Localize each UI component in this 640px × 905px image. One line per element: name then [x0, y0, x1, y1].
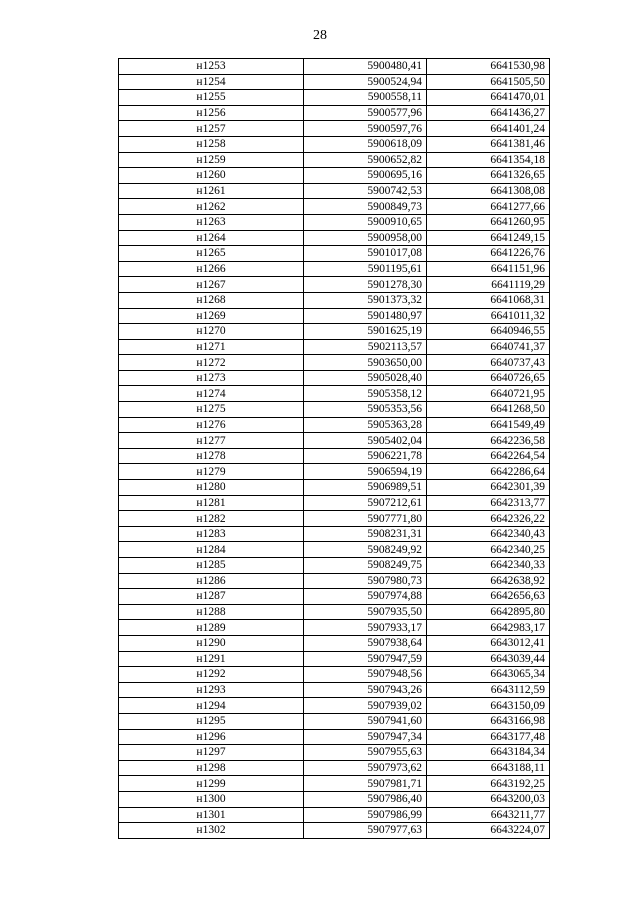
y-coordinate-cell: 6641401,24: [427, 121, 550, 137]
x-coordinate-cell: 5905028,40: [304, 370, 427, 386]
table-row: [119, 698, 550, 714]
y-coordinate-cell: 6643112,59: [427, 682, 550, 698]
y-coordinate-cell: 6641260,95: [427, 214, 550, 230]
table-row: [119, 136, 550, 152]
point-name-cell: н1282: [119, 511, 304, 527]
x-coordinate-cell: 5905353,56: [304, 402, 427, 418]
x-coordinate-cell: 5901017,08: [304, 246, 427, 262]
table-row: [119, 635, 550, 651]
point-name-cell: н1293: [119, 682, 304, 698]
table-row: [119, 74, 550, 90]
x-coordinate-cell: 5901278,30: [304, 277, 427, 293]
y-coordinate-cell: 6640946,55: [427, 324, 550, 340]
y-coordinate-cell: 6640721,95: [427, 386, 550, 402]
y-coordinate-cell: 6642264,54: [427, 448, 550, 464]
table-row: [119, 558, 550, 574]
point-name-cell: н1279: [119, 464, 304, 480]
x-coordinate-cell: 5907981,71: [304, 776, 427, 792]
table-row: [119, 121, 550, 137]
x-coordinate-cell: 5901373,32: [304, 292, 427, 308]
table-row: [119, 776, 550, 792]
x-coordinate-cell: 5907212,61: [304, 495, 427, 511]
table-row: [119, 199, 550, 215]
table-row: [119, 589, 550, 605]
table-row: [119, 324, 550, 340]
page-number: 28: [313, 28, 327, 43]
x-coordinate-cell: 5901625,19: [304, 324, 427, 340]
table-row: [119, 433, 550, 449]
x-coordinate-cell: 5900695,16: [304, 168, 427, 184]
x-coordinate-cell: 5907939,02: [304, 698, 427, 714]
point-name-cell: н1300: [119, 791, 304, 807]
x-coordinate-cell: 5907941,60: [304, 713, 427, 729]
table-row: [119, 386, 550, 402]
y-coordinate-cell: 6640726,65: [427, 370, 550, 386]
y-coordinate-cell: 6643177,48: [427, 729, 550, 745]
table-row: [119, 760, 550, 776]
x-coordinate-cell: 5907973,62: [304, 760, 427, 776]
table-row: [119, 604, 550, 620]
point-name-cell: н1289: [119, 620, 304, 636]
y-coordinate-cell: 6642638,92: [427, 573, 550, 589]
y-coordinate-cell: 6642656,63: [427, 589, 550, 605]
table-row: [119, 90, 550, 106]
table-row: [119, 823, 550, 839]
y-coordinate-cell: 6642340,43: [427, 526, 550, 542]
y-coordinate-cell: 6642340,25: [427, 542, 550, 558]
table-row: [119, 573, 550, 589]
point-name-cell: н1259: [119, 152, 304, 168]
point-name-cell: н1256: [119, 105, 304, 121]
table-row: [119, 620, 550, 636]
table-row: [119, 152, 550, 168]
x-coordinate-cell: 5900558,11: [304, 90, 427, 106]
point-name-cell: н1258: [119, 136, 304, 152]
x-coordinate-cell: 5907933,17: [304, 620, 427, 636]
y-coordinate-cell: 6642983,17: [427, 620, 550, 636]
y-coordinate-cell: 6642313,77: [427, 495, 550, 511]
y-coordinate-cell: 6641249,15: [427, 230, 550, 246]
point-name-cell: н1262: [119, 199, 304, 215]
x-coordinate-cell: 5906221,78: [304, 448, 427, 464]
x-coordinate-cell: 5906989,51: [304, 480, 427, 496]
point-name-cell: н1292: [119, 667, 304, 683]
coordinates-table: [118, 58, 550, 839]
point-name-cell: н1302: [119, 823, 304, 839]
y-coordinate-cell: 6642340,33: [427, 558, 550, 574]
y-coordinate-cell: 6641151,96: [427, 261, 550, 277]
y-coordinate-cell: 6643166,98: [427, 713, 550, 729]
y-coordinate-cell: 6643150,09: [427, 698, 550, 714]
x-coordinate-cell: 5901195,61: [304, 261, 427, 277]
x-coordinate-cell: 5906594,19: [304, 464, 427, 480]
point-name-cell: н1288: [119, 604, 304, 620]
table-row: [119, 402, 550, 418]
y-coordinate-cell: 6643211,77: [427, 807, 550, 823]
x-coordinate-cell: 5903650,00: [304, 355, 427, 371]
table-row: [119, 511, 550, 527]
y-coordinate-cell: 6641226,76: [427, 246, 550, 262]
y-coordinate-cell: 6641011,32: [427, 308, 550, 324]
table-row: [119, 292, 550, 308]
point-name-cell: н1296: [119, 729, 304, 745]
point-name-cell: н1277: [119, 433, 304, 449]
point-name-cell: н1287: [119, 589, 304, 605]
table-row: [119, 246, 550, 262]
point-name-cell: н1255: [119, 90, 304, 106]
table-row: [119, 713, 550, 729]
point-name-cell: н1280: [119, 480, 304, 496]
point-name-cell: н1298: [119, 760, 304, 776]
point-name-cell: н1268: [119, 292, 304, 308]
x-coordinate-cell: 5900849,73: [304, 199, 427, 215]
y-coordinate-cell: 6641326,65: [427, 168, 550, 184]
y-coordinate-cell: 6643039,44: [427, 651, 550, 667]
point-name-cell: н1257: [119, 121, 304, 137]
table-row: [119, 495, 550, 511]
point-name-cell: н1272: [119, 355, 304, 371]
x-coordinate-cell: 5900577,96: [304, 105, 427, 121]
point-name-cell: н1263: [119, 214, 304, 230]
x-coordinate-cell: 5908249,75: [304, 558, 427, 574]
y-coordinate-cell: 6643224,07: [427, 823, 550, 839]
x-coordinate-cell: 5900652,82: [304, 152, 427, 168]
table-row: [119, 230, 550, 246]
table-row: [119, 277, 550, 293]
x-coordinate-cell: 5901480,97: [304, 308, 427, 324]
y-coordinate-cell: 6643065,34: [427, 667, 550, 683]
y-coordinate-cell: 6641505,50: [427, 74, 550, 90]
point-name-cell: н1290: [119, 635, 304, 651]
point-name-cell: н1270: [119, 324, 304, 340]
point-name-cell: н1286: [119, 573, 304, 589]
table-row: [119, 682, 550, 698]
point-name-cell: н1274: [119, 386, 304, 402]
y-coordinate-cell: 6643188,11: [427, 760, 550, 776]
coordinates-table-body: [119, 59, 550, 839]
x-coordinate-cell: 5907771,80: [304, 511, 427, 527]
y-coordinate-cell: 6643184,34: [427, 745, 550, 761]
y-coordinate-cell: 6642895,80: [427, 604, 550, 620]
table-row: [119, 464, 550, 480]
x-coordinate-cell: 5907980,73: [304, 573, 427, 589]
point-name-cell: н1281: [119, 495, 304, 511]
y-coordinate-cell: 6643012,41: [427, 635, 550, 651]
point-name-cell: н1285: [119, 558, 304, 574]
table-row: [119, 651, 550, 667]
x-coordinate-cell: 5907986,99: [304, 807, 427, 823]
y-coordinate-cell: 6640741,37: [427, 339, 550, 355]
point-name-cell: н1253: [119, 59, 304, 75]
point-name-cell: н1299: [119, 776, 304, 792]
x-coordinate-cell: 5900480,41: [304, 59, 427, 75]
table-row: [119, 667, 550, 683]
point-name-cell: н1260: [119, 168, 304, 184]
x-coordinate-cell: 5905363,28: [304, 417, 427, 433]
y-coordinate-cell: 6641549,49: [427, 417, 550, 433]
table-row: [119, 168, 550, 184]
point-name-cell: н1261: [119, 183, 304, 199]
y-coordinate-cell: 6641530,98: [427, 59, 550, 75]
y-coordinate-cell: 6641436,27: [427, 105, 550, 121]
y-coordinate-cell: 6642236,58: [427, 433, 550, 449]
point-name-cell: н1297: [119, 745, 304, 761]
point-name-cell: н1269: [119, 308, 304, 324]
y-coordinate-cell: 6642301,39: [427, 480, 550, 496]
y-coordinate-cell: 6642326,22: [427, 511, 550, 527]
table-row: [119, 807, 550, 823]
x-coordinate-cell: 5907947,59: [304, 651, 427, 667]
point-name-cell: н1276: [119, 417, 304, 433]
point-name-cell: н1283: [119, 526, 304, 542]
table-row: [119, 745, 550, 761]
table-row: [119, 729, 550, 745]
table-row: [119, 480, 550, 496]
x-coordinate-cell: 5900742,53: [304, 183, 427, 199]
table-row: [119, 542, 550, 558]
point-name-cell: н1264: [119, 230, 304, 246]
y-coordinate-cell: 6641277,66: [427, 199, 550, 215]
table-row: [119, 417, 550, 433]
table-row: [119, 105, 550, 121]
point-name-cell: н1273: [119, 370, 304, 386]
point-name-cell: н1294: [119, 698, 304, 714]
y-coordinate-cell: 6641381,46: [427, 136, 550, 152]
x-coordinate-cell: 5900618,09: [304, 136, 427, 152]
x-coordinate-cell: 5907947,34: [304, 729, 427, 745]
x-coordinate-cell: 5900910,65: [304, 214, 427, 230]
table-row: [119, 791, 550, 807]
x-coordinate-cell: 5908249,92: [304, 542, 427, 558]
x-coordinate-cell: 5907986,40: [304, 791, 427, 807]
x-coordinate-cell: 5900958,00: [304, 230, 427, 246]
y-coordinate-cell: 6641470,01: [427, 90, 550, 106]
y-coordinate-cell: 6642286,64: [427, 464, 550, 480]
table-row: [119, 355, 550, 371]
point-name-cell: н1254: [119, 74, 304, 90]
x-coordinate-cell: 5900524,94: [304, 74, 427, 90]
x-coordinate-cell: 5907943,26: [304, 682, 427, 698]
y-coordinate-cell: 6641308,08: [427, 183, 550, 199]
table-row: [119, 308, 550, 324]
x-coordinate-cell: 5908231,31: [304, 526, 427, 542]
x-coordinate-cell: 5907935,50: [304, 604, 427, 620]
y-coordinate-cell: 6643200,03: [427, 791, 550, 807]
point-name-cell: н1266: [119, 261, 304, 277]
table-row: [119, 261, 550, 277]
x-coordinate-cell: 5907974,88: [304, 589, 427, 605]
x-coordinate-cell: 5907955,63: [304, 745, 427, 761]
y-coordinate-cell: 6641119,29: [427, 277, 550, 293]
table-row: [119, 183, 550, 199]
point-name-cell: н1284: [119, 542, 304, 558]
point-name-cell: н1265: [119, 246, 304, 262]
point-name-cell: н1275: [119, 402, 304, 418]
x-coordinate-cell: 5905402,04: [304, 433, 427, 449]
point-name-cell: н1295: [119, 713, 304, 729]
x-coordinate-cell: 5902113,57: [304, 339, 427, 355]
y-coordinate-cell: 6641068,31: [427, 292, 550, 308]
point-name-cell: н1291: [119, 651, 304, 667]
x-coordinate-cell: 5907948,56: [304, 667, 427, 683]
y-coordinate-cell: 6641268,50: [427, 402, 550, 418]
table-row: [119, 370, 550, 386]
table-row: [119, 339, 550, 355]
point-name-cell: н1267: [119, 277, 304, 293]
x-coordinate-cell: 5905358,12: [304, 386, 427, 402]
table-row: [119, 214, 550, 230]
table-row: [119, 526, 550, 542]
x-coordinate-cell: 5907977,63: [304, 823, 427, 839]
point-name-cell: н1271: [119, 339, 304, 355]
x-coordinate-cell: 5907938,64: [304, 635, 427, 651]
point-name-cell: н1301: [119, 807, 304, 823]
point-name-cell: н1278: [119, 448, 304, 464]
y-coordinate-cell: 6641354,18: [427, 152, 550, 168]
y-coordinate-cell: 6640737,43: [427, 355, 550, 371]
table-row: [119, 448, 550, 464]
table-row: [119, 59, 550, 75]
x-coordinate-cell: 5900597,76: [304, 121, 427, 137]
y-coordinate-cell: 6643192,25: [427, 776, 550, 792]
